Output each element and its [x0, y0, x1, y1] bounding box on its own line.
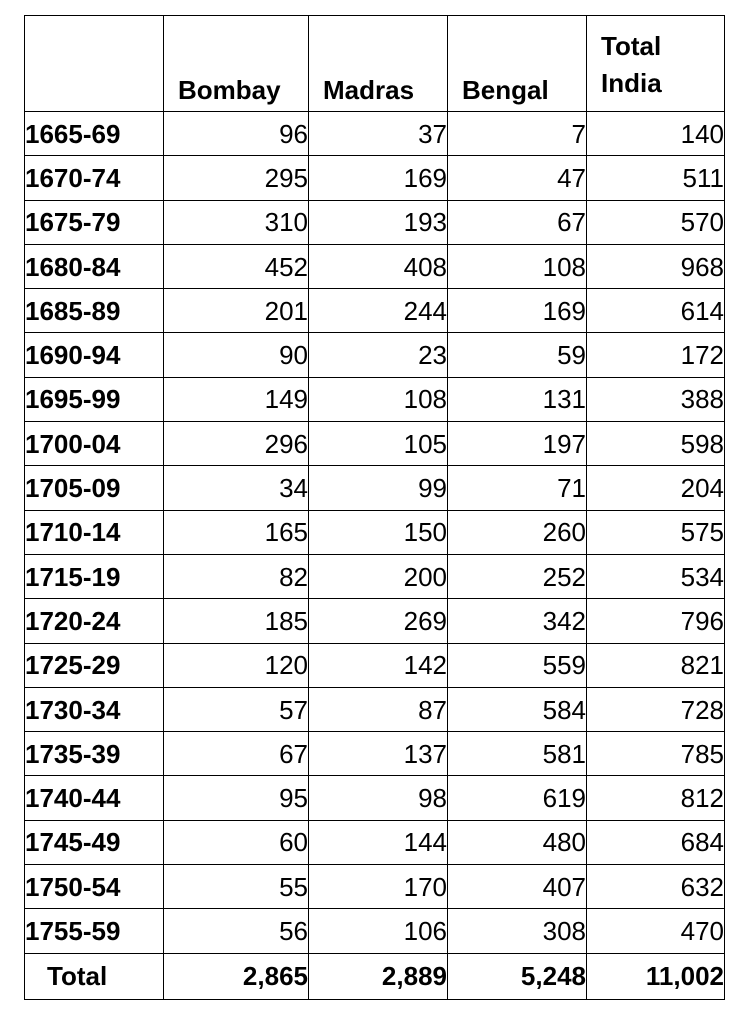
- row-period: 1740-44: [25, 776, 164, 820]
- cell-madras: 244: [309, 289, 448, 333]
- header-bombay: Bombay: [164, 16, 309, 112]
- cell-madras: 169: [309, 156, 448, 200]
- cell-madras: 87: [309, 687, 448, 731]
- cell-bengal: 308: [448, 909, 587, 953]
- table-row: [25, 820, 725, 864]
- row-period: 1735-39: [25, 732, 164, 776]
- cell-total-india: 728: [587, 687, 725, 731]
- cell-madras: 98: [309, 776, 448, 820]
- table-row: [25, 466, 725, 510]
- cell-madras: 105: [309, 422, 448, 466]
- cell-bengal: 7: [448, 112, 587, 156]
- cell-total-india: 796: [587, 599, 725, 643]
- total-label: Total: [25, 953, 164, 999]
- cell-bombay: 34: [164, 466, 309, 510]
- cell-total-india: 388: [587, 377, 725, 421]
- row-period: 1700-04: [25, 422, 164, 466]
- cell-madras: 99: [309, 466, 448, 510]
- cell-total-india: 812: [587, 776, 725, 820]
- cell-bombay: 120: [164, 643, 309, 687]
- table-row: [25, 200, 725, 244]
- cell-total-india: 785: [587, 732, 725, 776]
- cell-madras: 106: [309, 909, 448, 953]
- table-row: [25, 333, 725, 377]
- cell-total-india: 684: [587, 820, 725, 864]
- cell-madras: 170: [309, 865, 448, 909]
- cell-madras: 108: [309, 377, 448, 421]
- row-period: 1665-69: [25, 112, 164, 156]
- cell-madras: 37: [309, 112, 448, 156]
- cell-total-india: 598: [587, 422, 725, 466]
- row-period: 1690-94: [25, 333, 164, 377]
- cell-total-india: 470: [587, 909, 725, 953]
- header-period: [25, 16, 164, 112]
- cell-bombay: 96: [164, 112, 309, 156]
- cell-total-india: 204: [587, 466, 725, 510]
- row-period: 1725-29: [25, 643, 164, 687]
- cell-bombay: 56: [164, 909, 309, 953]
- table-row: [25, 865, 725, 909]
- cell-bengal: 59: [448, 333, 587, 377]
- row-period: 1705-09: [25, 466, 164, 510]
- cell-bombay: 82: [164, 554, 309, 598]
- cell-bombay: 149: [164, 377, 309, 421]
- cell-bengal: 260: [448, 510, 587, 554]
- total-madras: 2,889: [309, 953, 448, 999]
- row-period: 1710-14: [25, 510, 164, 554]
- cell-total-india: 614: [587, 289, 725, 333]
- table-row: [25, 377, 725, 421]
- row-period: 1730-34: [25, 687, 164, 731]
- row-period: 1695-99: [25, 377, 164, 421]
- cell-total-india: 172: [587, 333, 725, 377]
- header-madras: Madras: [309, 16, 448, 112]
- table-row: [25, 422, 725, 466]
- cell-bengal: 480: [448, 820, 587, 864]
- row-period: 1675-79: [25, 200, 164, 244]
- cell-bombay: 201: [164, 289, 309, 333]
- cell-bengal: 581: [448, 732, 587, 776]
- cell-bombay: 165: [164, 510, 309, 554]
- cell-bombay: 95: [164, 776, 309, 820]
- cell-bombay: 67: [164, 732, 309, 776]
- cell-bengal: 252: [448, 554, 587, 598]
- table-row: [25, 776, 725, 820]
- cell-bengal: 169: [448, 289, 587, 333]
- cell-madras: 200: [309, 554, 448, 598]
- table-row: [25, 554, 725, 598]
- cell-madras: 23: [309, 333, 448, 377]
- cell-total-india: 570: [587, 200, 725, 244]
- table-row: [25, 687, 725, 731]
- table-row: [25, 643, 725, 687]
- cell-total-india: 632: [587, 865, 725, 909]
- cell-bengal: 407: [448, 865, 587, 909]
- data-table: [24, 15, 725, 1000]
- cell-bombay: 90: [164, 333, 309, 377]
- row-period: 1720-24: [25, 599, 164, 643]
- cell-total-india: 575: [587, 510, 725, 554]
- cell-madras: 150: [309, 510, 448, 554]
- cell-total-india: 968: [587, 244, 725, 288]
- cell-bengal: 131: [448, 377, 587, 421]
- cell-bengal: 584: [448, 687, 587, 731]
- cell-madras: 408: [309, 244, 448, 288]
- cell-total-india: 511: [587, 156, 725, 200]
- cell-bengal: 108: [448, 244, 587, 288]
- cell-madras: 144: [309, 820, 448, 864]
- total-row: [25, 953, 725, 999]
- total-bengal: 5,248: [448, 953, 587, 999]
- row-period: 1685-89: [25, 289, 164, 333]
- cell-bombay: 60: [164, 820, 309, 864]
- total-india-sum: 11,002: [587, 953, 725, 999]
- cell-bengal: 67: [448, 200, 587, 244]
- cell-bombay: 310: [164, 200, 309, 244]
- cell-total-india: 821: [587, 643, 725, 687]
- table-row: [25, 112, 725, 156]
- cell-bengal: 71: [448, 466, 587, 510]
- header-row: [25, 16, 725, 112]
- row-period: 1750-54: [25, 865, 164, 909]
- table-row: [25, 510, 725, 554]
- cell-madras: 269: [309, 599, 448, 643]
- cell-bengal: 559: [448, 643, 587, 687]
- table-row: [25, 599, 725, 643]
- table-row: [25, 909, 725, 953]
- cell-bombay: 296: [164, 422, 309, 466]
- cell-bombay: 185: [164, 599, 309, 643]
- cell-madras: 193: [309, 200, 448, 244]
- cell-madras: 142: [309, 643, 448, 687]
- cell-total-india: 140: [587, 112, 725, 156]
- table-row: [25, 732, 725, 776]
- table-row: [25, 156, 725, 200]
- row-period: 1715-19: [25, 554, 164, 598]
- cell-bombay: 55: [164, 865, 309, 909]
- cell-bombay: 295: [164, 156, 309, 200]
- cell-bengal: 619: [448, 776, 587, 820]
- cell-total-india: 534: [587, 554, 725, 598]
- cell-bombay: 57: [164, 687, 309, 731]
- cell-bombay: 452: [164, 244, 309, 288]
- table-body: [25, 112, 725, 954]
- header-total-india: Total India: [587, 16, 725, 112]
- table-row: [25, 289, 725, 333]
- total-bombay: 2,865: [164, 953, 309, 999]
- cell-bengal: 342: [448, 599, 587, 643]
- row-period: 1745-49: [25, 820, 164, 864]
- header-bengal: Bengal: [448, 16, 587, 112]
- cell-bengal: 197: [448, 422, 587, 466]
- row-period: 1755-59: [25, 909, 164, 953]
- cell-madras: 137: [309, 732, 448, 776]
- cell-bengal: 47: [448, 156, 587, 200]
- row-period: 1680-84: [25, 244, 164, 288]
- table-row: [25, 244, 725, 288]
- row-period: 1670-74: [25, 156, 164, 200]
